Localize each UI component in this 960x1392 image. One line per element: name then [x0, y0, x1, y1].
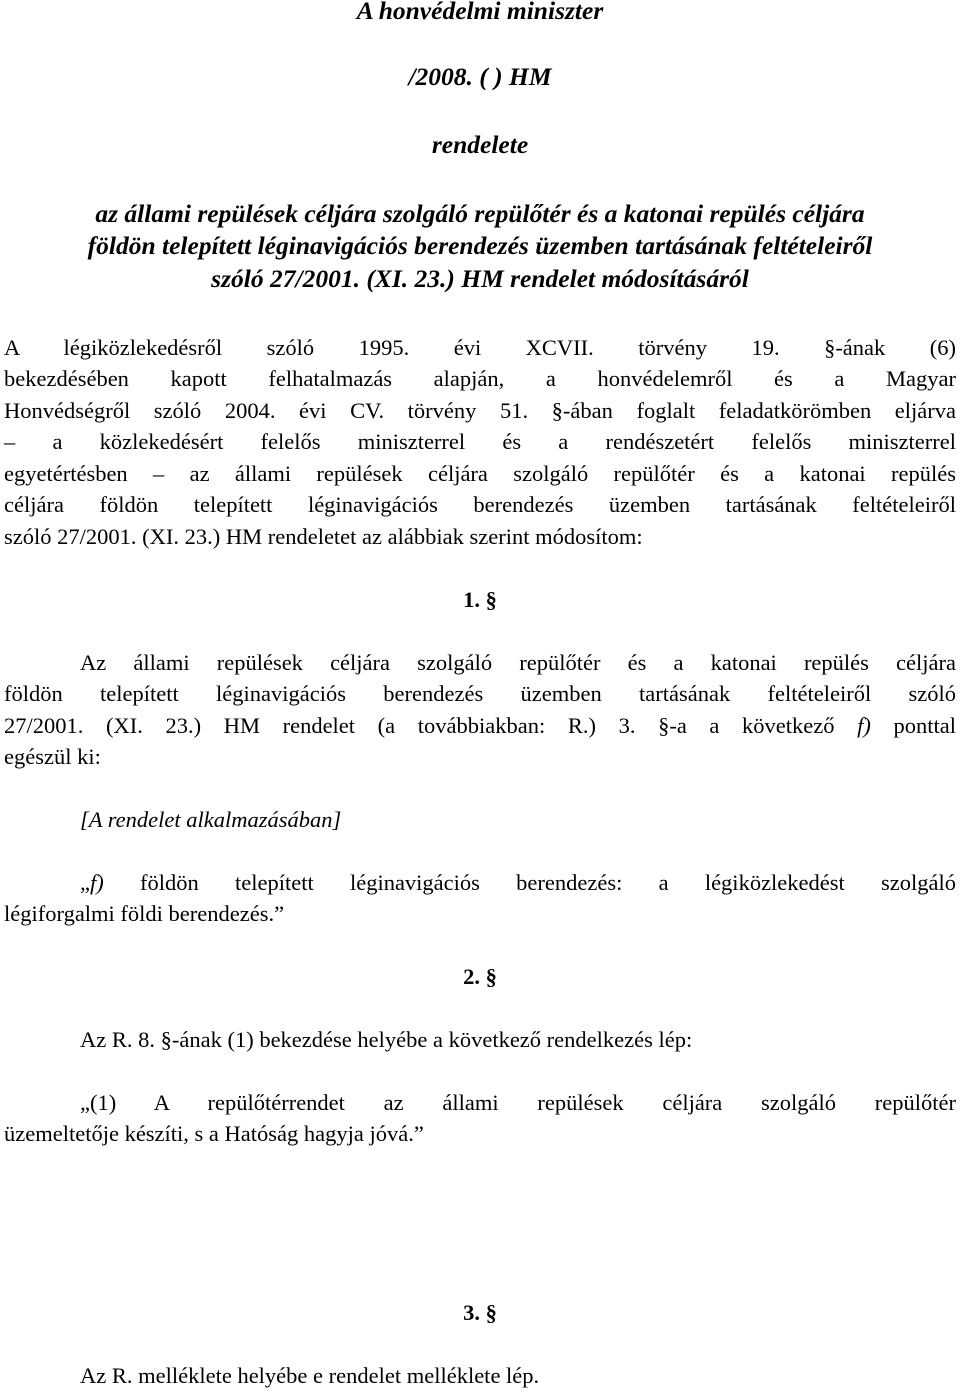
section-1-quote-line-2: légiforgalmi földi berendezés.” [4, 901, 285, 926]
preamble-line-2: bekezdésében kapott felhatalmazás alapján, a honvédelemről és a Magyar [4, 366, 956, 391]
section-1-point-word: ponttal [893, 713, 957, 738]
section-1-body-line-2: földön telepített léginavigációs berendezés üzemben tartásának feltételeiről szóló [4, 681, 956, 706]
section-1-quote-line-1 [80, 868, 956, 898]
section-2-quote-line-1: „(1) A repülőtérrendet az állami repülések céljára szolgáló repülőtér [80, 1090, 956, 1115]
section-1-bracket: [A rendelet alkalmazásában] [80, 807, 342, 832]
section-2-heading: 2. § [463, 964, 497, 989]
section-2-quote-line-2: üzemeltetője készíti, s a Hatóság hagyja jóvá.” [4, 1121, 424, 1146]
section-1-body-line-3 [4, 711, 956, 741]
quote-line-1-rest: földön telepített léginavigációs berendezés: a légiközlekedést szolgáló [103, 870, 956, 895]
section-1-body-line-3-text: 27/2001. (XI. 23.) HM rendelet (a továbbiakban: R.) 3. §-a a következő [4, 713, 835, 738]
preamble-line-7: szóló 27/2001. (XI. 23.) HM rendeletet az alábbiak szerint módosítom: [4, 524, 643, 549]
decree-number: /2008. ( ) HM [408, 62, 552, 91]
section-3-body: Az R. melléklete helyébe e rendelet melléklete lép. [80, 1363, 540, 1388]
quote-point-f: f) [90, 870, 104, 895]
quote-open-mark: „ [80, 870, 90, 895]
section-2-body: Az R. 8. §-ának (1) bekezdése helyébe a következő rendelkezés lép: [80, 1027, 693, 1052]
title-line-3: szóló 27/2001. (XI. 23.) HM rendelet módosításáról [211, 264, 749, 293]
preamble-line-1: A légiközlekedésről szóló 1995. évi XCVII. törvény 19. §-ának (6) [4, 335, 956, 360]
preamble-line-6: céljára földön telepített léginavigációs berendezés üzemben tartásának feltételeiről [4, 492, 956, 517]
issuer-heading: A honvédelmi miniszter [356, 0, 604, 25]
title-line-2: földön telepített léginavigációs berendezés üzemben tartásának feltételeiről [87, 231, 873, 260]
section-1-body-line-4: egészül ki: [4, 744, 101, 769]
section-1-point-f: f) [857, 713, 871, 738]
preamble-line-3: Honvédségről szóló 2004. évi CV. törvény 51. §-ában foglalt feladatkörömben eljárva [4, 398, 956, 423]
decree-type: rendelete [431, 130, 529, 159]
section-1-heading: 1. § [463, 587, 497, 612]
section-3-heading: 3. § [463, 1300, 497, 1325]
title-line-1: az állami repülések céljára szolgáló repülőtér és a katonai repülés céljára [95, 199, 865, 228]
section-1-body-line-1: Az állami repülések céljára szolgáló repülőtér és a katonai repülés céljára [80, 650, 956, 675]
preamble-line-4: – a közlekedésért felelős miniszterrel és a rendészetért felelős miniszterrel [4, 429, 956, 454]
preamble-line-5: egyetértésben – az állami repülések céljára szolgáló repülőtér és a katonai repülés [4, 461, 956, 486]
